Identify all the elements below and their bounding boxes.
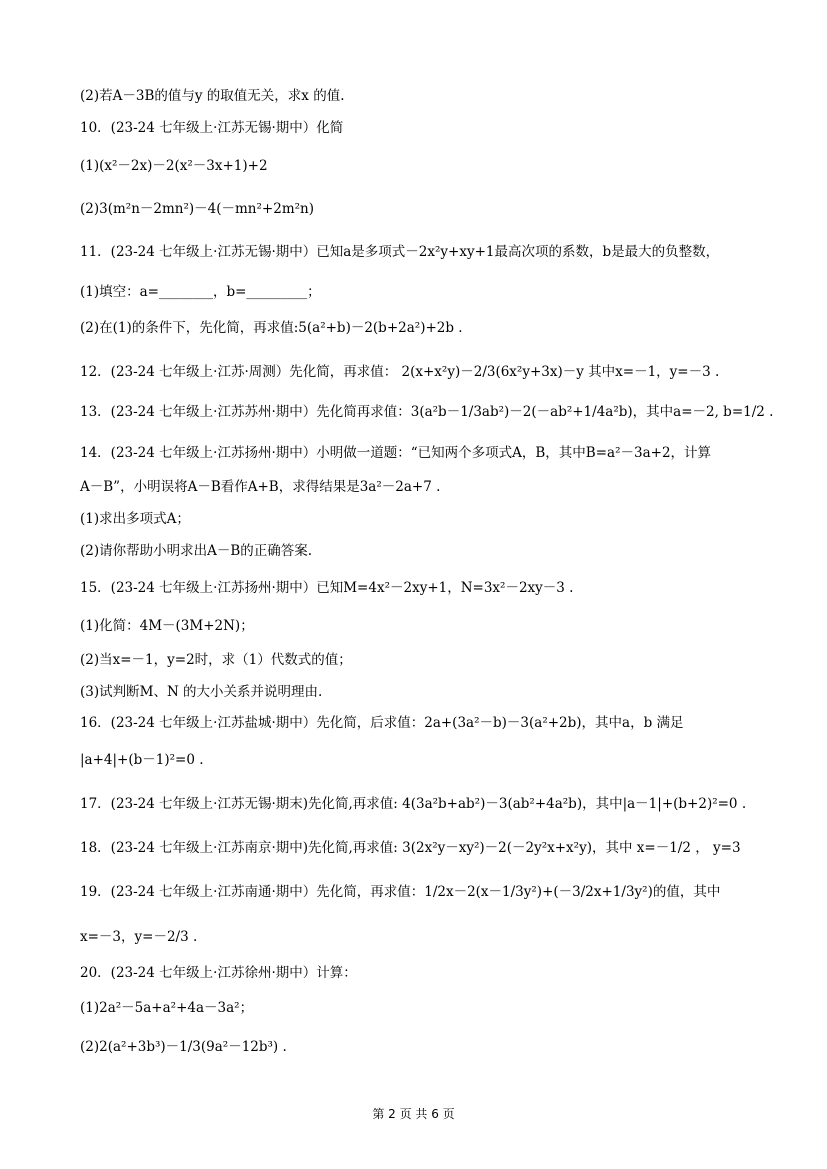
text-line: (2)请你帮助小明求出A－B的正确答案.	[80, 543, 313, 559]
question-heading: 19．(23-24 七年级上·江苏南通·期中）先化简，再求值：1/2x－2(x－1/3y²)+(－3/2x+1/3y²)的值，其中	[80, 884, 721, 900]
text-line: x=－3，y=－2/3 .	[80, 929, 198, 945]
question-heading: 13．(23-24 七年级上·江苏苏州·期中）先化简再求值：3(a²b－1/3ab²)－2(－ab²+1/4a²b)，其中a=－2, b=1/2 .	[80, 404, 774, 420]
text-line: (1)填空：a=________，b=_________；	[80, 284, 321, 300]
question-heading: 10．(23-24 七年级上·江苏无锡·期中）化简	[80, 120, 344, 136]
page-footer: 第 2 页 共 6 页	[372, 1107, 455, 1121]
question-heading: 15．(23-24 七年级上·江苏扬州·期中）已知M=4x²－2xy+1，N=3x²－2xy－3 .	[80, 580, 574, 596]
text-line: A－B”，小明误将A－B看作A+B，求得结果是3a²－2a+7 .	[80, 479, 441, 495]
question-heading: 16．(23-24 七年级上·江苏盐城·期中）先化简，后求值：2a+(3a²－b)－3(a²+2b)，其中a，b 满足	[80, 715, 684, 731]
question-heading: 20．(23-24 七年级上·江苏徐州·期中）计算：	[80, 965, 357, 981]
question-heading: 11．(23-24 七年级上·江苏无锡·期中）已知a是多项式－2x²y+xy+1最高次项的系数，b是最大的负整数，	[80, 244, 720, 260]
text-line: (1)化简：4M－(3M+2N)；	[80, 618, 254, 634]
text-line: (2)在(1)的条件下，先化简，再求值:5(a²+b)－2(b+2a²)+2b .	[80, 320, 463, 336]
text-line: (3)试判断M、N 的大小关系并说明理由.	[80, 684, 323, 700]
question-heading: 17．(23-24 七年级上·江苏无锡·期末)先化简,再求值: 4(3a²b+ab²)－3(ab²+4a²b)，其中|a－1|+(b+2)²=0 .	[80, 796, 747, 812]
text-line: (2)当x=－1，y=2时，求（1）代数式的值；	[80, 652, 352, 668]
text-line: (2)3(m²n－2mn²)－4(－mn²+2m²n)	[80, 201, 314, 217]
text-line: (2)若A－3B的值与y 的取值无关，求x 的值.	[80, 88, 345, 104]
question-heading: 18．(23-24 七年级上·江苏南京·期中)先化简,再求值: 3(2x²y－xy²)－2(－2y²x+x²y)，其中 x=－1/2 ， y=3	[80, 840, 741, 856]
text-line: (1)求出多项式A；	[80, 511, 190, 527]
text-line: |a+4|+(b－1)²=0 .	[80, 752, 204, 768]
text-line: (1)2a²－5a+a²+4a－3a²；	[80, 1000, 254, 1016]
text-line: (2)2(a²+3b³)－1/3(9a²－12b³) .	[80, 1039, 287, 1055]
question-heading: 12．(23-24 七年级上·江苏·周测）先化简，再求值： 2(x+x²y)－2/3(6x²y+3x)－y 其中x=－1，y=－3 .	[80, 364, 720, 380]
question-heading: 14．(23-24 七年级上·江苏扬州·期中）小明做一道题：“已知两个多项式A，B，其中B=a²－3a+2，计算	[80, 445, 712, 461]
text-line: (1)(x²－2x)－2(x²－3x+1)+2	[80, 158, 268, 174]
